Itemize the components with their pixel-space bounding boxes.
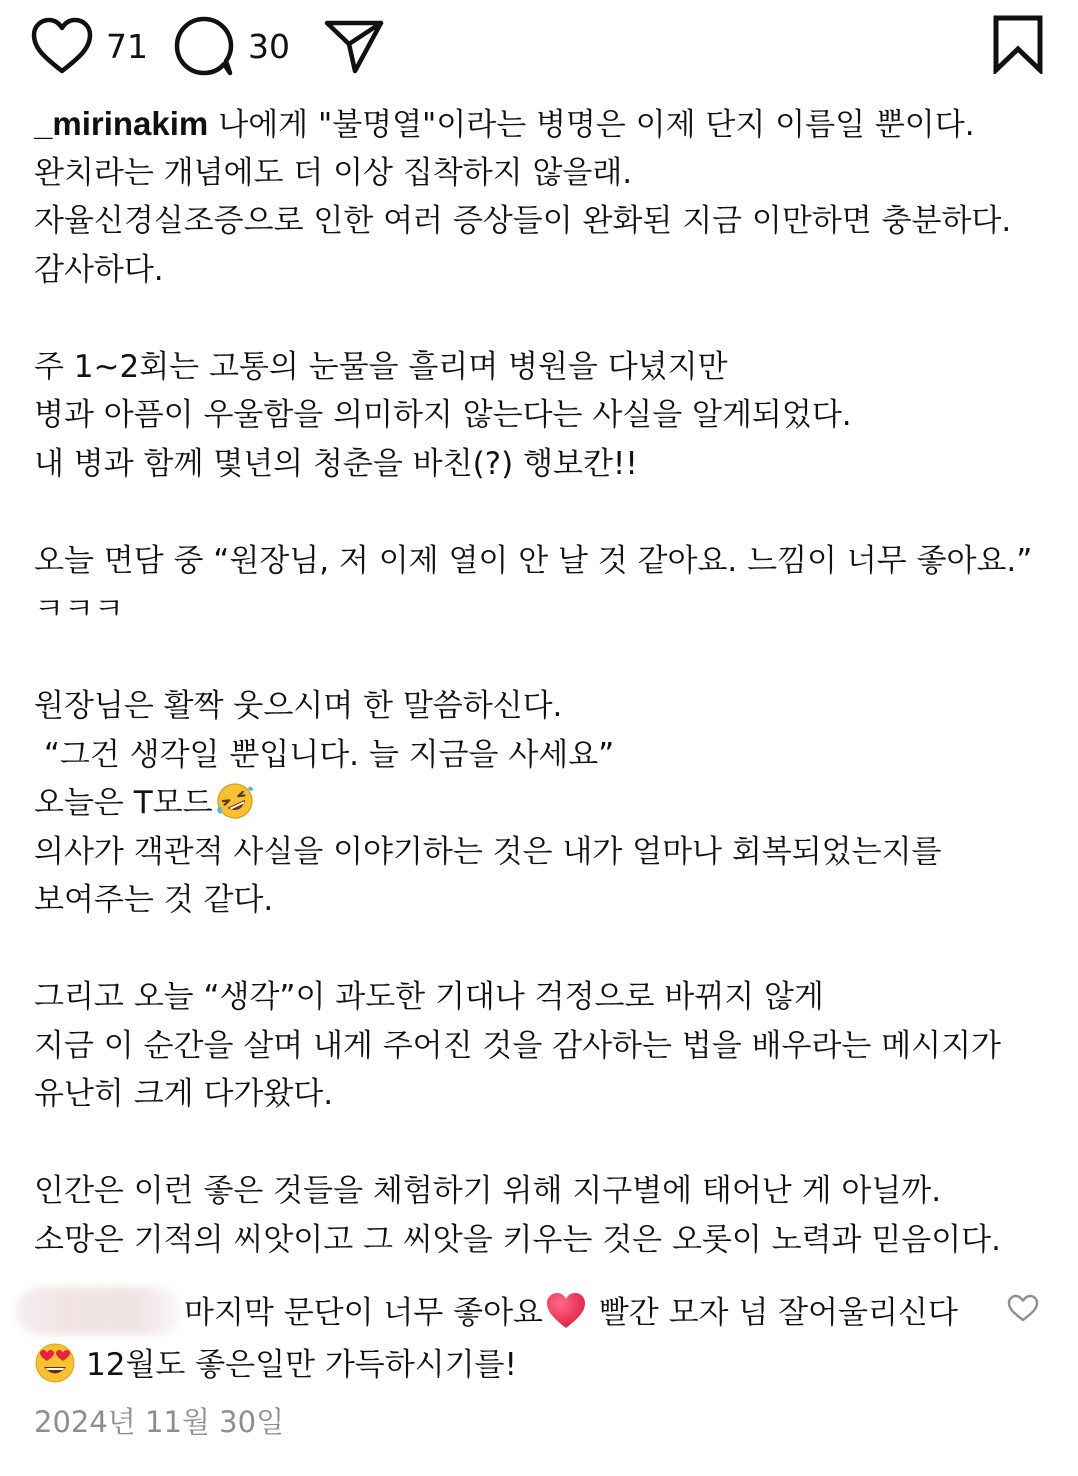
share-button[interactable] <box>322 14 386 78</box>
caption-line: 그리고 오늘 “생각”이 과도한 기대나 걱정으로 바뀌지 않게 <box>34 979 824 1015</box>
bookmark-icon <box>990 14 1046 74</box>
heart-eyes-emoji-icon <box>34 1342 76 1384</box>
red-heart-emoji-icon <box>545 1292 587 1330</box>
save-button[interactable] <box>990 12 1046 76</box>
caption-line: 완치라는 개념에도 더 이상 집착하지 않을래. <box>34 154 633 191</box>
post-username[interactable]: _mirinakim <box>34 105 209 142</box>
post-timestamp: 2024년 11월 30일 <box>34 1405 285 1439</box>
heart-icon <box>30 16 94 76</box>
caption-line: 자율신경실조증으로 인한 여러 증상들이 완화된 지금 이만하면 충분하다. <box>34 203 1012 239</box>
caption-line: 원장님은 활짝 웃으시며 한 말씀하신다. <box>34 688 563 724</box>
rolling-laughing-emoji-icon <box>215 781 255 821</box>
comment-like-button[interactable] <box>1006 1293 1040 1327</box>
caption-spacer <box>34 488 1044 537</box>
like-count: 71 <box>106 26 148 66</box>
heart-outline-icon <box>1006 1308 1040 1327</box>
comment-text: 마지막 문단이 너무 좋아요 빨간 모자 넘 잘어울리신다 12월도 좋은일만 가득하시기를! <box>34 1287 994 1391</box>
caption-line: 보여주는 것 같다. <box>34 882 274 918</box>
like-button[interactable] <box>30 14 148 78</box>
caption-spacer <box>34 1119 1044 1168</box>
caption-line: 내 병과 함께 몇년의 청춘을 바친(?) 행보칸!! <box>34 445 638 482</box>
caption-spacer <box>34 294 1044 343</box>
post-action-bar <box>0 0 1078 96</box>
caption-line: 소망은 기적의 씨앗이고 그 씨앗을 키우는 것은 오롯이 노력과 믿음이다. <box>34 1221 1001 1258</box>
caption-line: 인간은 이런 좋은 것들을 체험하기 위해 지구별에 태어난 게 아닐까. <box>34 1173 942 1209</box>
comment-item <box>0 1283 1078 1403</box>
caption-line: 오늘 면담 중 “원장님, 저 이제 열이 안 날 것 같아요. 느낌이 너무 좋아요.” <box>34 542 1033 579</box>
comment-count: 30 <box>248 26 290 66</box>
comment-button[interactable] <box>172 14 290 78</box>
caption-line: 유난히 크게 다가왔다. <box>34 1076 334 1112</box>
caption-spacer <box>34 634 1044 683</box>
caption-line: _mirinakim 나에게 "불명열"이라는 병명은 이제 단지 이름일 뿐이다. <box>34 105 975 143</box>
caption-line: 지금 이 순간을 살며 내게 주어진 것을 감사하는 법을 배우라는 메시지가 <box>34 1027 1001 1064</box>
paper-plane-icon <box>322 15 386 77</box>
caption-line: “그건 생각일 뿐입니다. 늘 지금을 사세요” <box>34 736 615 773</box>
post-caption <box>34 100 1044 1264</box>
speech-bubble-icon <box>172 14 236 78</box>
caption-line: 의사가 객관적 사실을 이야기하는 것은 내가 얼마나 회복되었는지를 <box>34 833 942 870</box>
caption-line: 오늘은 T모드 <box>34 779 1044 828</box>
caption-line: ㅋㅋㅋ <box>34 591 124 627</box>
caption-spacer <box>34 925 1044 974</box>
caption-line: 주 1~2회는 고통의 눈물을 흘리며 병원을 다녔지만 <box>34 348 728 385</box>
caption-line: 감사하다. <box>34 251 164 288</box>
caption-line: 병과 아픔이 우울함을 의미하지 않는다는 사실을 알게되었다. <box>34 397 852 433</box>
